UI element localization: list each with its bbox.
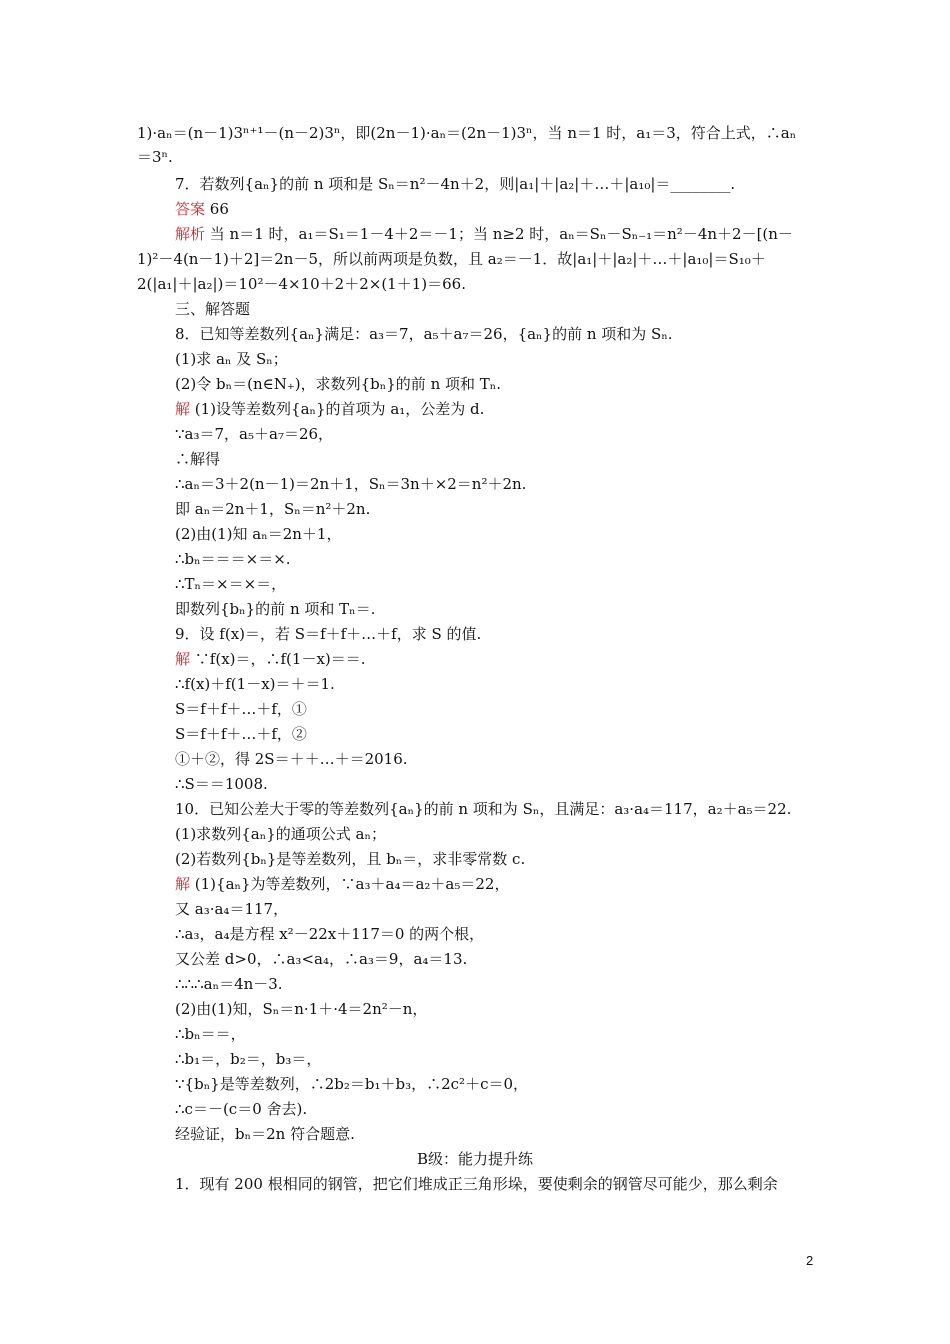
answer-line: [175, 199, 229, 219]
solution-text: (1)设等差数列{aₙ}的首项为 a₁，公差为 d.: [190, 400, 485, 418]
section-heading-level-b: B级：能力提升练: [416, 1150, 534, 1168]
text-line: ①＋②，得 2S＝＋＋…＋＝2016.: [175, 750, 408, 768]
solution-line: [175, 649, 366, 669]
text-line: (2)令 bₙ＝(n∈N₊)，求数列{bₙ}的前 n 项和 Tₙ.: [175, 375, 502, 393]
text-line: 1)·aₙ＝(n－1)3ⁿ⁺¹－(n－2)3ⁿ，即(2n－1)·aₙ＝(2n－1)3ⁿ，当 n＝1 时，a₁＝3，符合上式，∴aₙ: [137, 124, 797, 142]
text-line: S＝f＋f＋…＋f，①: [175, 700, 307, 718]
text-line: ∵a₃＝7，a₅＋a₇＝26，: [175, 425, 334, 443]
solution-text: ∵f(x)＝，∴f(1－x)＝＝.: [190, 650, 366, 668]
answer-value: 66: [205, 200, 229, 218]
text-line: (1)求数列{aₙ}的通项公式 aₙ；: [175, 825, 386, 843]
solution-label: 解: [175, 650, 191, 668]
text-line: ∴b₁＝，b₂＝，b₃＝，: [175, 1050, 322, 1068]
text-line: ∴bₙ＝＝，: [175, 1025, 246, 1043]
text-line: (2)若数列{bₙ}是等差数列，且 bₙ＝，求非零常数 c.: [175, 850, 526, 868]
analysis-text: 当 n＝1 时，a₁＝S₁＝1－4＋2＝－1；当 n≥2 时，aₙ＝Sₙ－Sₙ₋₁＝n²－4n＋2－[(n－: [205, 225, 793, 243]
solution-line: [175, 399, 484, 419]
text-line: (1)求 aₙ 及 Sₙ；: [175, 350, 288, 368]
text-line: ∵{bₙ}是等差数列，∴2b₂＝b₁＋b₃，∴2c²＋c＝0，: [175, 1075, 529, 1093]
text-line: ∴aₙ＝3＋2(n－1)＝2n＋1，Sₙ＝3n＋×2＝n²＋2n.: [175, 475, 527, 493]
text-line: ∴解得: [175, 450, 221, 468]
page-number: 2: [806, 1253, 814, 1268]
text-line: 1)²－4(n－1)＋2]＝2n－5，所以前两项是负数，且 a₂＝－1．故|a₁|＋|a₂|＋…＋|a₁₀|＝S₁₀＋: [137, 250, 766, 268]
question-7: 7．若数列{aₙ}的前 n 项和是 Sₙ＝n²－4n＋2，则|a₁|＋|a₂|＋…＋|a₁₀|＝________.: [175, 175, 736, 193]
text-line: ∴a₃，a₄是方程 x²－22x＋117＝0 的两个根，: [175, 925, 485, 943]
question-8: 8．已知等差数列{aₙ}满足：a₃＝7，a₅＋a₇＝26，{aₙ}的前 n 项和为 Sₙ.: [175, 325, 673, 343]
analysis-line: [175, 224, 793, 244]
text-line: ∴Tₙ＝×＝×＝，: [175, 575, 287, 593]
question-9: 9．设 f(x)＝，若 S＝f＋f＋…＋f，求 S 的值.: [175, 625, 482, 643]
text-line: ∴∴∴aₙ＝4n－3.: [175, 975, 283, 993]
text-line: 即 aₙ＝2n＋1，Sₙ＝n²＋2n.: [175, 500, 371, 518]
answer-label: 答案: [175, 200, 206, 218]
text-line: (2)由(1)知 aₙ＝2n＋1，: [175, 525, 342, 543]
solution-text: (1){aₙ}为等差数列，∵a₃＋a₄＝a₂＋a₅＝22，: [190, 875, 510, 893]
solution-label: 解: [175, 400, 191, 418]
solution-label: 解: [175, 875, 191, 893]
solution-line: [175, 874, 509, 894]
text-line: ∴S＝＝1008.: [175, 775, 268, 793]
text-line: (2)由(1)知，Sₙ＝n·1＋·4＝2n²－n，: [175, 1000, 428, 1018]
text-line: ∴c＝－(c＝0 舍去).: [175, 1100, 308, 1118]
text-line: 又公差 d>0，∴a₃<a₄，∴a₃＝9，a₄＝13.: [175, 950, 468, 968]
text-line: 2(|a₁|＋|a₂|)＝10²－4×10＋2＋2×(1＋1)＝66.: [137, 275, 466, 293]
text-line: 即数列{bₙ}的前 n 项和 Tₙ＝.: [175, 600, 376, 618]
text-line: ＝3ⁿ.: [137, 148, 173, 166]
text-line: ∴bₙ＝＝＝×＝×.: [175, 550, 291, 568]
question-b1: 1．现有 200 根相同的钢管，把它们堆成正三角形垛，要使剩余的钢管尽可能少，那么剩余: [175, 1175, 778, 1193]
text-line: ∴f(x)＋f(1－x)＝＋＝1.: [175, 675, 335, 693]
text-line: S＝f＋f＋…＋f，②: [175, 725, 307, 743]
question-10: 10．已知公差大于零的等差数列{aₙ}的前 n 项和为 Sₙ，且满足：a₃·a₄＝117，a₂＋a₅＝22.: [175, 800, 792, 818]
section-heading: 三、解答题: [175, 300, 251, 318]
text-line: 经验证，bₙ＝2n 符合题意.: [175, 1125, 355, 1143]
text-line: 又 a₃·a₄＝117，: [175, 900, 289, 918]
analysis-label: 解析: [175, 225, 206, 243]
